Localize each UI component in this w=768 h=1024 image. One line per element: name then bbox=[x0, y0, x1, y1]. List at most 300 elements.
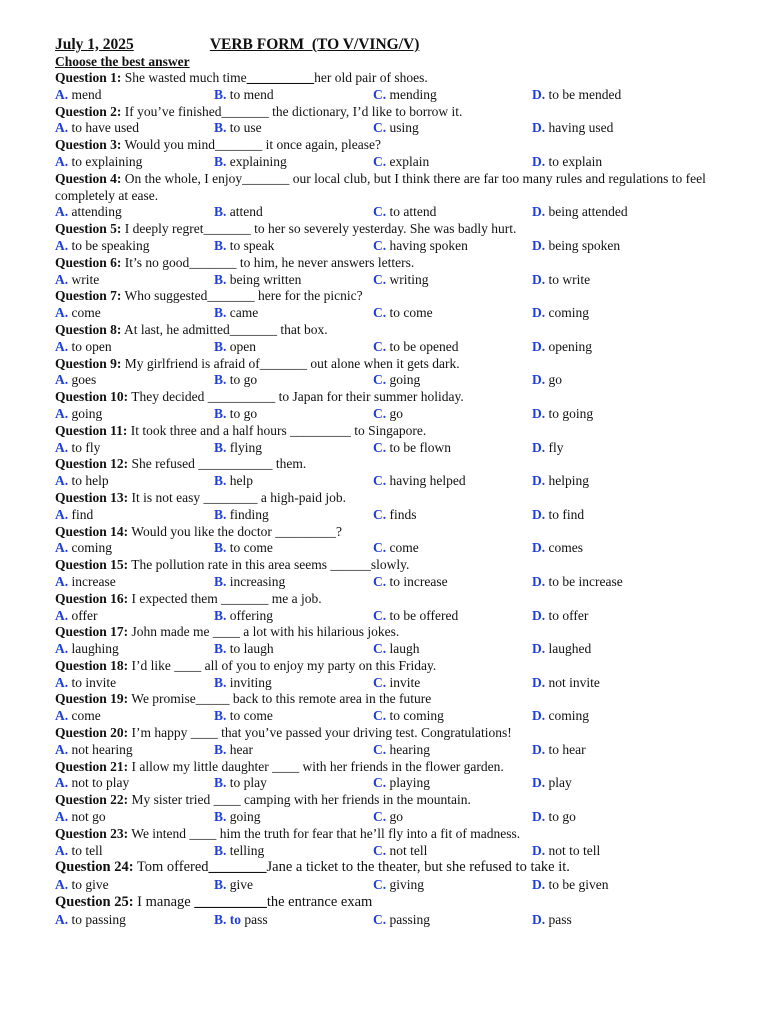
question-13 bbox=[55, 490, 745, 507]
date: July 1, 2025 bbox=[55, 36, 134, 53]
option-a[interactable] bbox=[55, 708, 101, 725]
question-text: I’d like ____ all of you to enjoy my party on this Friday. bbox=[131, 657, 437, 673]
option-c[interactable] bbox=[373, 574, 448, 591]
option-b[interactable] bbox=[214, 473, 253, 490]
option-text: find bbox=[68, 506, 94, 522]
option-letter: C. bbox=[373, 405, 387, 421]
option-letter: B. bbox=[214, 876, 227, 892]
question-label: Question 13: bbox=[55, 489, 129, 505]
option-c[interactable] bbox=[373, 305, 433, 322]
option-a[interactable] bbox=[55, 809, 106, 826]
answer-blank: ________ bbox=[208, 859, 267, 876]
option-letter: D. bbox=[532, 708, 546, 724]
option-letter: D. bbox=[532, 237, 546, 253]
option-letter: B. bbox=[214, 338, 227, 354]
question-label: Question 11: bbox=[55, 422, 128, 438]
option-letter: B. bbox=[214, 120, 227, 136]
option-text: to have used bbox=[68, 120, 139, 136]
option-letter: B. bbox=[214, 305, 227, 321]
option-text: hearing bbox=[386, 741, 430, 757]
question-17 bbox=[55, 624, 745, 641]
question-text: It is not easy ________ a high-paid job. bbox=[131, 489, 346, 505]
question-12 bbox=[55, 456, 745, 473]
option-d[interactable] bbox=[532, 742, 586, 759]
option-text: to write bbox=[545, 271, 591, 287]
option-text: to offer bbox=[545, 607, 589, 623]
option-b[interactable] bbox=[214, 120, 262, 137]
option-letter: C. bbox=[373, 876, 387, 892]
option-letter: B. bbox=[214, 842, 227, 858]
option-a[interactable] bbox=[55, 154, 142, 171]
option-a[interactable] bbox=[55, 742, 133, 759]
option-b[interactable] bbox=[214, 238, 274, 255]
option-letter: A. bbox=[55, 573, 69, 589]
option-c[interactable] bbox=[373, 87, 437, 104]
option-text: helping bbox=[545, 473, 589, 489]
question-label: Question 24: bbox=[55, 859, 134, 876]
question-text: The pollution rate in this area seems ______slowly. bbox=[131, 557, 410, 573]
option-letter: C. bbox=[373, 540, 387, 556]
option-d[interactable] bbox=[532, 641, 591, 658]
option-c[interactable] bbox=[373, 742, 430, 759]
option-text: playing bbox=[386, 775, 430, 791]
option-b[interactable] bbox=[214, 272, 301, 289]
option-letter: C. bbox=[373, 607, 387, 623]
option-text: come bbox=[386, 540, 419, 556]
option-b[interactable] bbox=[214, 305, 258, 322]
option-b[interactable] bbox=[214, 87, 274, 104]
option-text: telling bbox=[226, 842, 265, 858]
question-text: Would you like the doctor _________? bbox=[131, 523, 343, 539]
option-d[interactable] bbox=[532, 877, 609, 894]
question-16 bbox=[55, 591, 745, 608]
question-label: Question 21: bbox=[55, 758, 129, 774]
option-letter: B. bbox=[214, 775, 227, 791]
option-letter: B. bbox=[214, 641, 227, 657]
option-letter: C. bbox=[373, 86, 387, 102]
option-letter: C. bbox=[373, 911, 387, 927]
option-text: coming bbox=[545, 708, 589, 724]
option-a[interactable] bbox=[55, 272, 99, 289]
options-row bbox=[55, 843, 745, 860]
option-letter: B. bbox=[214, 153, 227, 169]
option-d[interactable] bbox=[532, 87, 621, 104]
options-row bbox=[55, 574, 745, 591]
option-b[interactable] bbox=[214, 912, 268, 929]
question-text: My sister tried ____ camping with her friends in the mountain. bbox=[131, 792, 471, 808]
question-14 bbox=[55, 524, 745, 541]
option-letter: D. bbox=[532, 305, 546, 321]
options-row bbox=[55, 238, 745, 255]
option-text: to come bbox=[226, 540, 273, 556]
question-label: Question 5: bbox=[55, 221, 122, 237]
option-letter: C. bbox=[373, 338, 387, 354]
option-c[interactable] bbox=[373, 708, 444, 725]
option-text: help bbox=[226, 473, 254, 489]
option-letter: B. bbox=[214, 607, 227, 623]
option-c[interactable] bbox=[373, 473, 466, 490]
option-letter: D. bbox=[532, 405, 546, 421]
option-text: explaining bbox=[226, 153, 287, 169]
option-letter: A. bbox=[55, 204, 69, 220]
option-b[interactable] bbox=[214, 540, 273, 557]
question-label: Question 18: bbox=[55, 657, 129, 673]
option-text: to hear bbox=[545, 741, 586, 757]
question-text: She refused ___________ them. bbox=[131, 456, 307, 472]
options-row bbox=[55, 272, 745, 289]
option-d[interactable] bbox=[532, 238, 620, 255]
option-text: to tell bbox=[68, 842, 103, 858]
option-letter: D. bbox=[532, 204, 546, 220]
option-text: using bbox=[386, 120, 419, 136]
question-text: I’m happy ____ that you’ve passed your driving test. Congratulations! bbox=[131, 725, 512, 741]
option-a[interactable] bbox=[55, 339, 112, 356]
option-text: to go bbox=[226, 372, 258, 388]
question-23 bbox=[55, 826, 745, 843]
question-label: Question 7: bbox=[55, 288, 122, 304]
option-letter: A. bbox=[55, 338, 69, 354]
option-text: play bbox=[545, 775, 572, 791]
question-text: I allow my little daughter ____ with her friends in the flower garden. bbox=[131, 758, 504, 774]
option-text: to come bbox=[386, 305, 433, 321]
option-a[interactable] bbox=[55, 204, 122, 221]
option-text: to be opened bbox=[386, 338, 459, 354]
option-text: give bbox=[226, 876, 254, 892]
option-a[interactable] bbox=[55, 87, 102, 104]
option-letter: B. bbox=[214, 573, 227, 589]
option-c[interactable] bbox=[373, 406, 403, 423]
option-letter: B. bbox=[214, 405, 227, 421]
option-letter: D. bbox=[532, 809, 546, 825]
option-letter: C. bbox=[373, 153, 387, 169]
option-b[interactable] bbox=[214, 877, 253, 894]
option-text: being written bbox=[226, 271, 302, 287]
option-b[interactable] bbox=[214, 372, 257, 389]
question-7 bbox=[55, 288, 745, 305]
question-text: My girlfriend is afraid of_______ out alone when it gets dark. bbox=[124, 355, 460, 371]
option-text: to explaining bbox=[68, 153, 143, 169]
option-letter: D. bbox=[532, 506, 546, 522]
option-a[interactable] bbox=[55, 641, 119, 658]
option-d[interactable] bbox=[532, 339, 592, 356]
option-text: to play bbox=[226, 775, 267, 791]
option-letter: A. bbox=[55, 237, 69, 253]
question-label: Question 17: bbox=[55, 624, 129, 640]
question-label: Question 22: bbox=[55, 792, 129, 808]
option-text: to mend bbox=[226, 86, 274, 102]
option-a[interactable] bbox=[55, 775, 129, 792]
option-letter: A. bbox=[55, 153, 69, 169]
option-c[interactable] bbox=[373, 912, 430, 929]
option-b[interactable] bbox=[214, 154, 287, 171]
option-d[interactable] bbox=[532, 305, 589, 322]
option-text: to passing bbox=[68, 911, 126, 927]
options-row bbox=[55, 877, 745, 895]
option-text: to be given bbox=[545, 876, 609, 892]
option-b[interactable] bbox=[214, 675, 272, 692]
option-c[interactable] bbox=[373, 154, 429, 171]
option-c[interactable] bbox=[373, 204, 436, 221]
option-text: offer bbox=[68, 607, 98, 623]
option-letter: A. bbox=[55, 809, 69, 825]
option-b[interactable] bbox=[214, 708, 273, 725]
option-a[interactable] bbox=[55, 912, 126, 929]
option-text: to going bbox=[545, 405, 594, 421]
option-d[interactable] bbox=[532, 775, 572, 792]
option-d[interactable] bbox=[532, 708, 589, 725]
options-row bbox=[55, 440, 745, 457]
option-text: not tell bbox=[386, 842, 428, 858]
option-a[interactable] bbox=[55, 507, 93, 524]
option-text: to be offered bbox=[386, 607, 459, 623]
option-text: go bbox=[386, 405, 403, 421]
option-letter: D. bbox=[532, 641, 546, 657]
option-d[interactable] bbox=[532, 912, 572, 929]
question-label: Question 25: bbox=[55, 894, 134, 911]
question-label: Question 12: bbox=[55, 456, 129, 472]
question-22 bbox=[55, 792, 745, 809]
option-a[interactable] bbox=[55, 877, 109, 894]
options-row bbox=[55, 305, 745, 322]
option-a[interactable] bbox=[55, 372, 96, 389]
option-a[interactable] bbox=[55, 473, 109, 490]
question-label: Question 23: bbox=[55, 825, 129, 841]
option-c[interactable] bbox=[373, 675, 420, 692]
option-d[interactable] bbox=[532, 440, 564, 457]
question-2 bbox=[55, 104, 745, 121]
option-c[interactable] bbox=[373, 877, 424, 894]
option-d[interactable] bbox=[532, 473, 589, 490]
option-a[interactable] bbox=[55, 540, 112, 557]
option-text: explain bbox=[386, 153, 430, 169]
option-a[interactable] bbox=[55, 440, 100, 457]
option-letter: A. bbox=[55, 741, 69, 757]
question-1 bbox=[55, 70, 745, 87]
answer-blank: __________ bbox=[246, 70, 315, 85]
option-d[interactable] bbox=[532, 272, 590, 289]
option-letter: A. bbox=[55, 405, 69, 421]
option-letter: C. bbox=[373, 641, 387, 657]
option-d[interactable] bbox=[532, 540, 583, 557]
option-letter: C. bbox=[373, 372, 387, 388]
option-letter: B. bbox=[214, 439, 227, 455]
options-row bbox=[55, 540, 745, 557]
answer-blank: __________ bbox=[194, 894, 267, 911]
option-letter: D. bbox=[532, 86, 546, 102]
option-b[interactable] bbox=[214, 641, 274, 658]
option-text: laughed bbox=[545, 641, 592, 657]
option-c[interactable] bbox=[373, 540, 419, 557]
option-letter: A. bbox=[55, 911, 69, 927]
option-letter: D. bbox=[532, 120, 546, 136]
option-c[interactable] bbox=[373, 272, 429, 289]
option-text: goes bbox=[68, 372, 97, 388]
option-text: came bbox=[226, 305, 259, 321]
question-label: Question 10: bbox=[55, 389, 129, 405]
option-text: to find bbox=[545, 506, 585, 522]
option-b[interactable] bbox=[214, 775, 267, 792]
question-text: Tom offered bbox=[136, 859, 209, 876]
option-d[interactable] bbox=[532, 154, 602, 171]
option-a[interactable] bbox=[55, 305, 101, 322]
option-c[interactable] bbox=[373, 238, 468, 255]
option-c[interactable] bbox=[373, 507, 417, 524]
option-text: laugh bbox=[386, 641, 420, 657]
question-label: Question 20: bbox=[55, 725, 129, 741]
option-d[interactable] bbox=[532, 843, 600, 860]
option-a[interactable] bbox=[55, 843, 103, 860]
option-d[interactable] bbox=[532, 675, 600, 692]
worksheet-title: VERB FORM (TO V/VING/V) bbox=[209, 36, 420, 53]
question-text: We promise_____ back to this remote area in the future bbox=[131, 691, 432, 707]
option-letter: D. bbox=[532, 473, 546, 489]
option-b[interactable] bbox=[214, 406, 257, 423]
option-d[interactable] bbox=[532, 809, 576, 826]
option-d[interactable] bbox=[532, 372, 562, 389]
option-d[interactable] bbox=[532, 120, 613, 137]
option-text: having used bbox=[545, 120, 614, 136]
question-text: Who suggested_______ here for the picnic? bbox=[124, 288, 363, 304]
option-c[interactable] bbox=[373, 440, 451, 457]
option-text: to fly bbox=[68, 439, 101, 455]
option-c[interactable] bbox=[373, 372, 420, 389]
option-letter: B. bbox=[214, 86, 227, 102]
option-b[interactable] bbox=[214, 339, 256, 356]
question-3 bbox=[55, 137, 745, 154]
question-18 bbox=[55, 658, 745, 675]
option-letter: C. bbox=[373, 573, 387, 589]
option-a[interactable] bbox=[55, 406, 102, 423]
option-a[interactable] bbox=[55, 675, 116, 692]
option-text: to open bbox=[68, 338, 112, 354]
question-text: On the whole, I enjoy_______ our local club, but I think there are far too many rules and regulations to feel completely at ease. bbox=[55, 170, 706, 203]
option-text: coming bbox=[68, 540, 112, 556]
options-row bbox=[55, 641, 745, 658]
option-text: increase bbox=[68, 573, 116, 589]
option-c[interactable] bbox=[373, 641, 420, 658]
option-text: mending bbox=[386, 86, 437, 102]
question-24 bbox=[55, 859, 745, 877]
option-c[interactable] bbox=[373, 120, 419, 137]
question-label: Question 15: bbox=[55, 557, 129, 573]
option-b[interactable] bbox=[214, 574, 285, 591]
options-row bbox=[55, 507, 745, 524]
option-c[interactable] bbox=[373, 843, 427, 860]
option-letter: A. bbox=[55, 271, 69, 287]
question-6 bbox=[55, 255, 745, 272]
options-row bbox=[55, 473, 745, 490]
option-text: increasing bbox=[226, 573, 286, 589]
option-c[interactable] bbox=[373, 608, 458, 625]
option-text: write bbox=[68, 271, 100, 287]
option-c[interactable] bbox=[373, 339, 458, 356]
option-c[interactable] bbox=[373, 809, 403, 826]
options-row bbox=[55, 775, 745, 792]
option-letter: C. bbox=[373, 237, 387, 253]
question-8 bbox=[55, 322, 745, 339]
option-text: finds bbox=[386, 506, 417, 522]
option-prefix: to bbox=[229, 911, 245, 927]
option-letter: D. bbox=[532, 439, 546, 455]
options-row bbox=[55, 120, 745, 137]
option-d[interactable] bbox=[532, 574, 623, 591]
option-letter: C. bbox=[373, 204, 387, 220]
option-letter: D. bbox=[532, 271, 546, 287]
option-letter: A. bbox=[55, 473, 69, 489]
option-letter: D. bbox=[532, 338, 546, 354]
options-row bbox=[55, 372, 745, 389]
option-text: flying bbox=[226, 439, 263, 455]
instruction: Choose the best answer bbox=[55, 54, 190, 69]
option-text: not to play bbox=[68, 775, 130, 791]
option-b[interactable] bbox=[214, 440, 262, 457]
option-text: going bbox=[226, 809, 261, 825]
option-c[interactable] bbox=[373, 775, 430, 792]
option-d[interactable] bbox=[532, 507, 584, 524]
option-b[interactable] bbox=[214, 809, 261, 826]
option-letter: A. bbox=[55, 86, 69, 102]
option-text: coming bbox=[545, 305, 589, 321]
option-letter: B. bbox=[214, 372, 227, 388]
question-21 bbox=[55, 759, 745, 776]
option-letter: A. bbox=[55, 120, 69, 136]
question-text: We intend ____ him the truth for fear that he’ll fly into a fit of madness. bbox=[131, 825, 521, 841]
option-text: to be increase bbox=[545, 573, 623, 589]
option-d[interactable] bbox=[532, 608, 588, 625]
option-a[interactable] bbox=[55, 608, 98, 625]
option-letter: D. bbox=[532, 775, 546, 791]
option-b[interactable] bbox=[214, 507, 269, 524]
option-text: to increase bbox=[386, 573, 448, 589]
question-label: Question 6: bbox=[55, 254, 122, 270]
option-b[interactable] bbox=[214, 204, 263, 221]
option-text: not invite bbox=[545, 674, 600, 690]
option-text: to give bbox=[68, 876, 109, 892]
option-letter: B. bbox=[214, 271, 227, 287]
option-letter: B. bbox=[214, 741, 227, 757]
question-text: It took three and a half hours _________ to Singapore. bbox=[130, 422, 427, 438]
option-letter: D. bbox=[532, 153, 546, 169]
option-letter: A. bbox=[55, 842, 69, 858]
option-d[interactable] bbox=[532, 406, 593, 423]
option-text: to attend bbox=[386, 204, 437, 220]
question-19 bbox=[55, 691, 745, 708]
question-11 bbox=[55, 423, 745, 440]
option-b[interactable] bbox=[214, 742, 253, 759]
option-d[interactable] bbox=[532, 204, 628, 221]
options-row bbox=[55, 87, 745, 104]
option-text: attending bbox=[68, 204, 122, 220]
option-text: to be flown bbox=[386, 439, 451, 455]
option-text: going bbox=[68, 405, 103, 421]
option-text: to be mended bbox=[545, 86, 622, 102]
option-text: having spoken bbox=[386, 237, 468, 253]
option-text: go bbox=[386, 809, 403, 825]
option-text: invite bbox=[386, 674, 421, 690]
option-text: passing bbox=[386, 911, 430, 927]
options-row bbox=[55, 912, 745, 930]
option-a[interactable] bbox=[55, 120, 139, 137]
option-b[interactable] bbox=[214, 608, 273, 625]
option-letter: A. bbox=[55, 305, 69, 321]
option-a[interactable] bbox=[55, 238, 149, 255]
option-a[interactable] bbox=[55, 574, 116, 591]
question-15 bbox=[55, 557, 745, 574]
options-row bbox=[55, 742, 745, 759]
option-letter: B. bbox=[214, 506, 227, 522]
option-b[interactable] bbox=[214, 843, 264, 860]
option-letter: A. bbox=[55, 708, 69, 724]
